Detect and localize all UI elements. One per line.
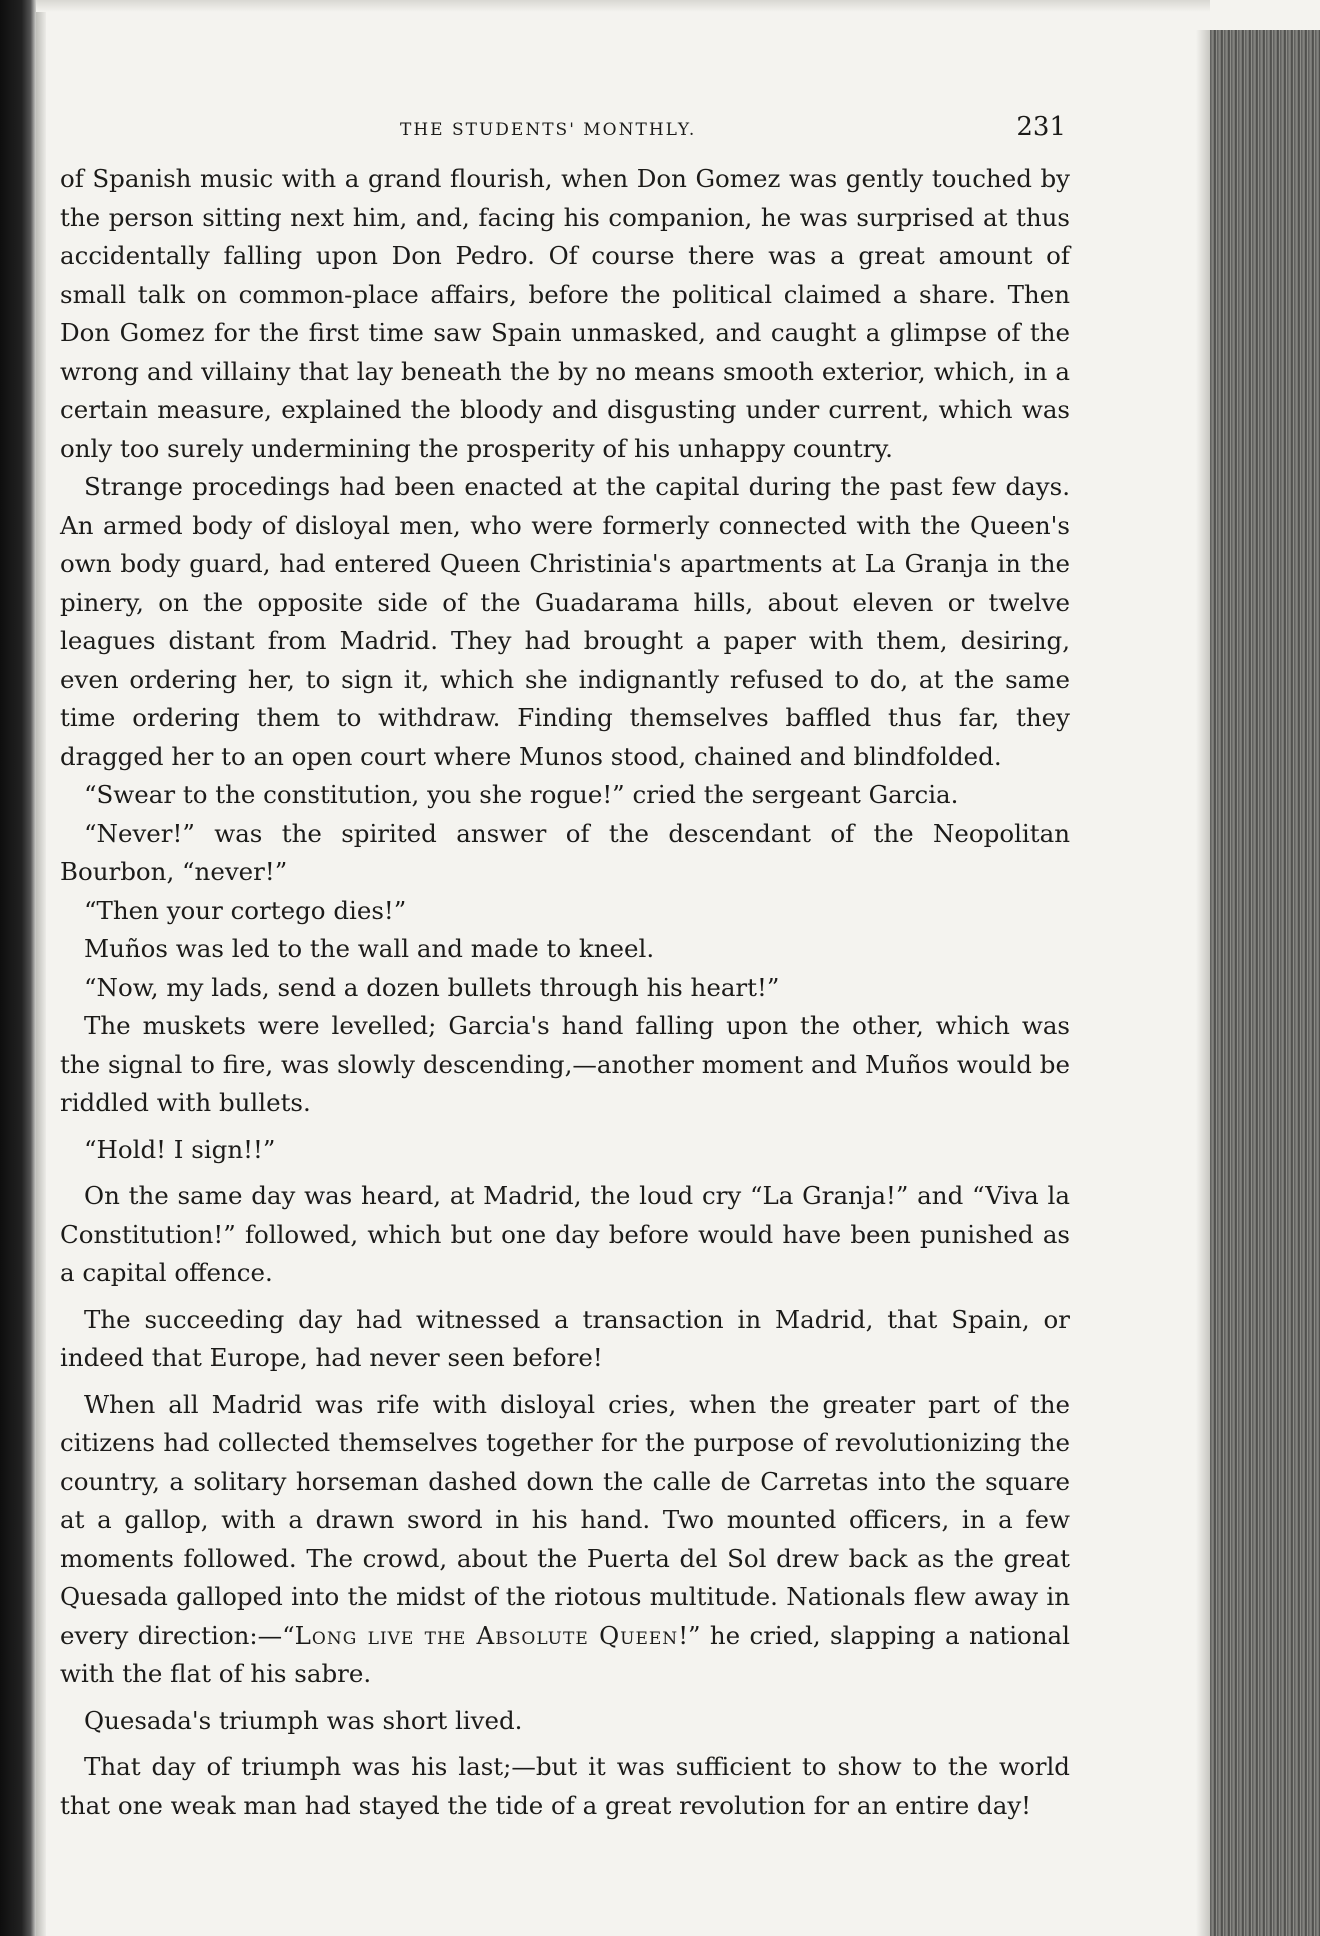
- paragraph-1: of Spanish music with a grand flourish, when Don Gomez was gently touched by the person sitting next him, and, facing his companion, he was surprised at thus accidentally falling upon Don Pedro. Of course there was a great amount of small talk on common-place affairs, before the political claimed a share. Then Don Gomez for the first time saw Spain unmasked, and caught a glimpse of the wrong and villainy that lay beneath the by no means smooth exterior, which, in a certain measure, explained the bloody and disgusting under current, which was only too surely undermining the prosperity of his unhappy country.: [60, 164, 1070, 463]
- paragraph-11: The succeeding day had witnessed a transaction in Madrid, that Spain, or indeed that Europe, had never seen before!: [60, 1304, 1070, 1372]
- paragraph-3: “Swear to the constitution, you she rogue!” cried the sergeant Garcia.: [84, 780, 959, 809]
- book-page-stack: [1210, 30, 1320, 1936]
- paragraph-5: “Then your cortego dies!”: [84, 895, 407, 925]
- scan-left-border: [0, 0, 36, 1936]
- book-page: [60, 112, 1070, 1825]
- paragraph-12-text-before: When all Madrid was rife with disloyal cries, when the greater part of the citizens had collected themselves together for the purpose of revolutionizing the country, a solitary horseman dashed down the calle de Carretas into the square at a gallop, with a drawn sword in his hand. Two mounted officers, in a few moments followed. The crowd, about the Puerta del Sol drew back as the great Quesada galloped into the midst of the riotous multitude. Nationals flew away in every direction:—“: [60, 1389, 1070, 1650]
- paragraph-9: “Hold! I sign!!”: [84, 1134, 276, 1164]
- paragraph-6: Muños was led to the wall and made to kneel.: [84, 934, 655, 963]
- running-title: THE STUDENTS' MONTHLY.: [400, 120, 697, 140]
- page-edge-shadow: [1196, 30, 1210, 1936]
- paragraph-12: [60, 1386, 1070, 1694]
- paragraph-12-text-after: !” he cried, slapping a national with the flat of his sabre.: [60, 1620, 1071, 1688]
- page-number: 231: [1016, 112, 1066, 142]
- paragraph-4: “Never!” was the spirited answer of the descendant of the Neopolitan Bourbon, “never!”: [60, 818, 1070, 886]
- paragraph-13: Quesada's triumph was short lived.: [84, 1705, 523, 1735]
- book-binding-shadow: [36, 0, 46, 1936]
- paragraph-14: That day of triumph was his last;—but it was sufficient to show to the world that one weak man had stayed the tide of a great revolution for an entire day!: [60, 1752, 1070, 1820]
- paragraph-12-smallcaps: Long live the Absolute Queen: [294, 1620, 679, 1650]
- body-text: [60, 160, 1070, 1825]
- scan-top-edge: [36, 0, 1210, 12]
- running-head: [60, 112, 1070, 160]
- paragraph-10: On the same day was heard, at Madrid, the loud cry “La Granja!” and “Viva la Constitution!” followed, which but one day before would have been punished as a capital offence.: [60, 1181, 1070, 1287]
- paragraph-2: Strange procedings had been enacted at the capital during the past few days. An armed body of disloyal men, who were formerly connected with the Queen's own body guard, had entered Queen Christinia's apartments at La Granja in the pinery, on the opposite side of the Guadarama hills, about eleven or twelve leagues distant from Madrid. They had brought a paper with them, desiring, even ordering her, to sign it, which she indignantly refused to do, at the same time ordering them to withdraw. Finding themselves baffled thus far, they dragged her to an open court where Munos stood, chained and blindfolded.: [60, 472, 1070, 771]
- paragraph-7: “Now, my lads, send a dozen bullets through his heart!”: [84, 972, 780, 1002]
- paragraph-8: The muskets were levelled; Garcia's hand falling upon the other, which was the signal to fire, was slowly descending,—another moment and Muños would be riddled with bullets.: [60, 1011, 1070, 1117]
